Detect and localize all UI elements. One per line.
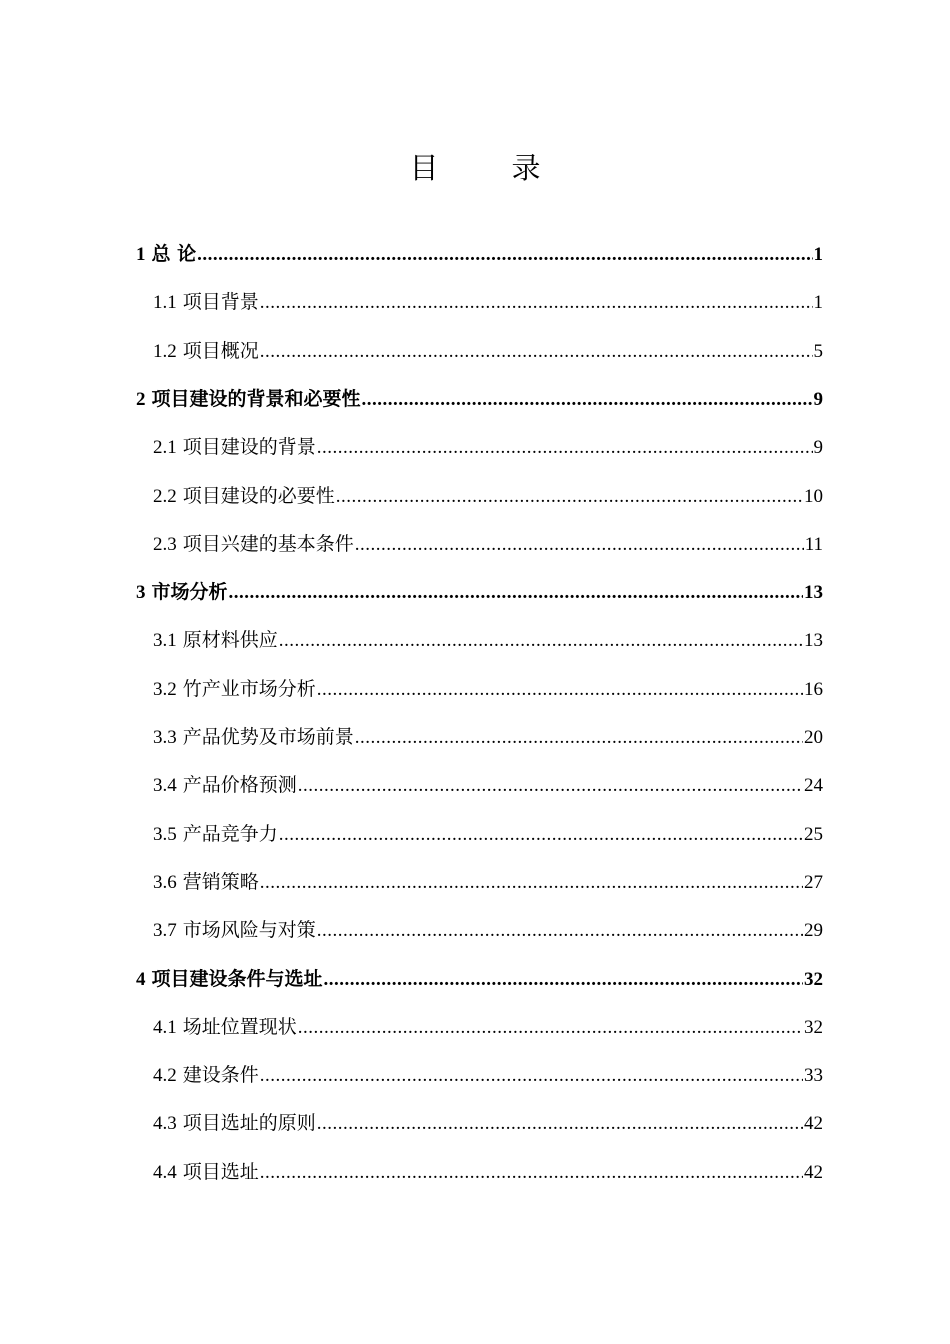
- toc-entry-label: 竹产业市场分析: [182, 677, 316, 700]
- toc-entry-page-number: 20: [804, 727, 823, 748]
- toc-dot-leader: [324, 956, 803, 1003]
- toc-dot-leader: [317, 1100, 803, 1147]
- toc-entry-label: 场址位置现状: [182, 1015, 297, 1038]
- toc-entry-page-number: 9: [813, 388, 823, 410]
- toc-entry-number: 2.3: [153, 533, 177, 555]
- toc-entry[interactable]: [153, 906, 823, 954]
- toc-entry-page-number: 5: [813, 340, 823, 362]
- toc-entry-page-number: 13: [804, 582, 823, 604]
- toc-entry-number: 1.1: [153, 292, 177, 314]
- toc-entry-number: 3.1: [153, 630, 177, 652]
- toc-entry-number: 3.3: [153, 727, 177, 748]
- toc-entry-number: 3.2: [153, 678, 177, 700]
- toc-entry-page-number: 32: [804, 968, 823, 990]
- toc-entry-number: 3.5: [153, 823, 177, 845]
- toc-dot-leader: [298, 762, 803, 809]
- toc-dot-leader: [317, 424, 813, 471]
- toc-dot-leader: [279, 617, 803, 664]
- toc-dot-leader: [336, 473, 803, 520]
- toc-dot-leader: [298, 1004, 803, 1051]
- toc-entry-number: 1: [136, 244, 146, 265]
- toc-entry-label: 建设条件: [182, 1064, 259, 1087]
- toc-dot-leader: [260, 1052, 803, 1099]
- toc-dot-leader: [260, 859, 803, 906]
- toc-entry[interactable]: [136, 375, 823, 423]
- toc-entry[interactable]: [153, 713, 823, 761]
- toc-entry-label: 营销策略: [182, 870, 259, 893]
- toc-entry-page-number: 27: [804, 871, 823, 893]
- toc-entry[interactable]: [153, 1051, 823, 1099]
- toc-dot-leader: [279, 811, 803, 858]
- toc-entry-number: 3.7: [153, 920, 177, 942]
- toc-entry-number: 1.2: [153, 340, 177, 362]
- toc-entry-number: 4.4: [153, 1161, 177, 1183]
- toc-entry-number: 4.1: [153, 1016, 177, 1038]
- toc-entry-label: 项目选址的原则: [182, 1112, 316, 1135]
- toc-dot-leader: [355, 714, 803, 761]
- toc-entry[interactable]: [153, 616, 823, 664]
- toc-entry-number: 3.6: [153, 871, 177, 893]
- toc-entry-number: 2.2: [153, 485, 177, 507]
- toc-entry-label: 市场风险与对策: [182, 919, 316, 942]
- toc-entry-number: 3.4: [153, 775, 177, 797]
- toc-dot-leader: [229, 569, 803, 616]
- toc-dot-leader: [260, 279, 813, 326]
- toc-entry[interactable]: [153, 761, 823, 809]
- toc-entry[interactable]: [153, 520, 823, 568]
- toc-entry-label: 产品竞争力: [182, 822, 278, 845]
- toc-entry-label: 产品价格预测: [182, 774, 297, 797]
- toc-entry[interactable]: [153, 1003, 823, 1051]
- toc-entry[interactable]: [153, 810, 823, 858]
- toc-entry-label: 产品优势及市场前景: [182, 726, 354, 748]
- toc-dot-leader: [362, 376, 813, 423]
- toc-entry-label: 项目建设的背景: [182, 436, 316, 459]
- toc-entry[interactable]: [153, 858, 823, 906]
- toc-dot-leader: [317, 907, 803, 954]
- toc-entry-number: 3: [136, 582, 146, 604]
- toc-entry-label: 项目建设的背景和必要性: [151, 387, 361, 410]
- toc-entry-label: 项目兴建的基本条件: [182, 532, 354, 555]
- toc-entry-page-number: 1: [813, 244, 823, 265]
- toc-entry-page-number: 16: [804, 678, 823, 700]
- toc-entry-label: 项目建设的必要性: [182, 484, 335, 507]
- toc-entry-number: 4: [136, 968, 146, 990]
- toc-entry-label: 市场分析: [151, 581, 228, 604]
- toc-entry-number: 2: [136, 388, 146, 410]
- toc-entry-number: 2.1: [153, 437, 177, 459]
- toc-entry-page-number: 11: [804, 533, 823, 555]
- toc-entry-page-number: 32: [804, 1016, 823, 1038]
- toc-entry-page-number: 9: [813, 437, 823, 459]
- toc-entry-page-number: 13: [804, 630, 823, 652]
- toc-entry-label: 原材料供应: [182, 629, 278, 652]
- toc-entry-label: 项目选址: [182, 1160, 259, 1183]
- toc-entry-page-number: 24: [804, 775, 823, 797]
- toc-entry-page-number: 33: [804, 1065, 823, 1087]
- toc-entry[interactable]: [153, 1148, 823, 1196]
- toc-dot-leader: [260, 1149, 803, 1196]
- toc-dot-leader: [260, 328, 813, 375]
- toc-entry-page-number: 10: [804, 485, 823, 507]
- toc-entry-number: 4.3: [153, 1113, 177, 1135]
- toc-entry-label: 项目背景: [182, 291, 259, 314]
- toc-entry-label: 总 论: [151, 243, 197, 265]
- toc-entry[interactable]: [136, 955, 823, 1003]
- toc-entry[interactable]: [136, 568, 823, 616]
- toc-dot-leader: [317, 666, 803, 713]
- toc-entry-page-number: 25: [804, 823, 823, 845]
- toc-dot-leader: [355, 521, 804, 568]
- toc-entry-label: 项目概况: [182, 339, 259, 362]
- page-title: 目 录: [409, 151, 563, 185]
- toc-entry-page-number: 29: [804, 920, 823, 942]
- toc-entry[interactable]: [153, 1099, 823, 1147]
- toc-entry-number: 4.2: [153, 1065, 177, 1087]
- toc-entry-label: 项目建设条件与选址: [151, 967, 323, 990]
- toc-entry[interactable]: [153, 472, 823, 520]
- toc-entry[interactable]: [153, 327, 823, 375]
- toc-entry[interactable]: [153, 423, 823, 471]
- toc-entry[interactable]: [136, 230, 823, 278]
- toc-entry-page-number: 42: [804, 1161, 823, 1183]
- toc-entry-page-number: 1: [813, 292, 823, 314]
- toc-entry[interactable]: [153, 665, 823, 713]
- toc-dot-leader: [197, 231, 812, 278]
- toc-entry[interactable]: [153, 278, 823, 326]
- toc-entry-page-number: 42: [804, 1113, 823, 1135]
